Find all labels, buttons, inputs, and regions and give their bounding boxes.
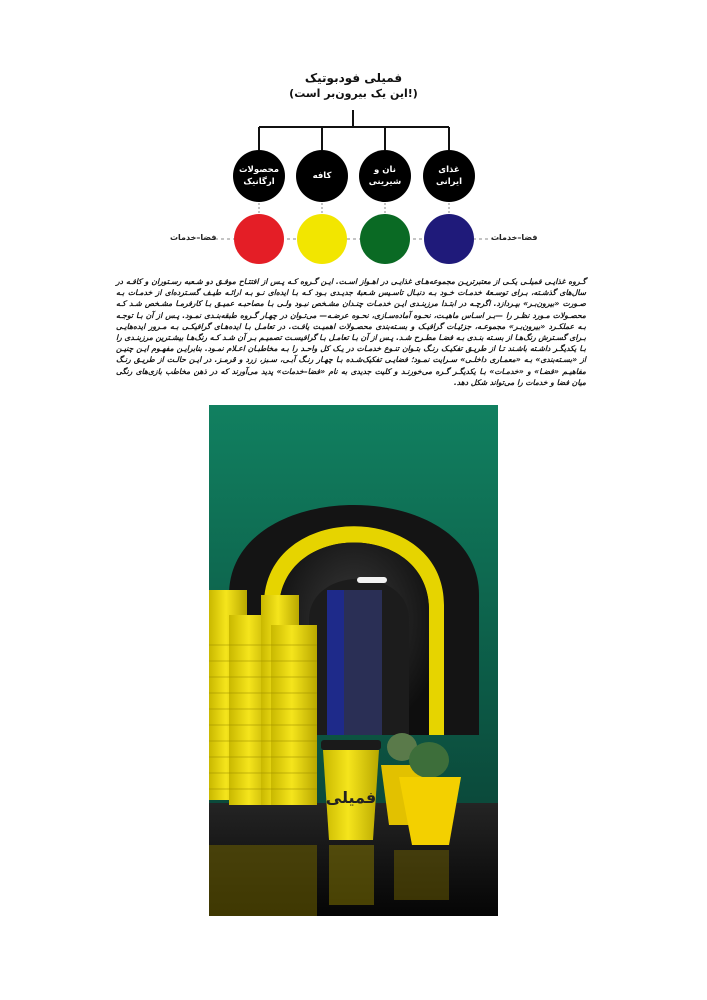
category-label-1-line2: ارگانیک <box>243 177 275 187</box>
blue-room-shadow <box>344 590 382 735</box>
category-label-4 <box>419 164 479 188</box>
interior-photo <box>209 405 498 916</box>
color-dot-green <box>360 214 410 264</box>
cup-reflection <box>209 845 317 916</box>
pot-reflection <box>394 850 449 900</box>
category-label-3-line2: شیرینی <box>368 177 402 187</box>
coffee-cup-reflection <box>329 845 374 905</box>
side-label-right: فضا–خدمات <box>491 233 538 242</box>
cup-stack-4 <box>271 625 317 805</box>
cup-logo: فمیلی <box>325 788 377 807</box>
color-dot-yellow <box>297 214 347 264</box>
category-label-2 <box>292 170 352 182</box>
services-diagram <box>0 0 707 270</box>
category-label-4-line2: ایرانی <box>435 177 463 187</box>
category-label-4-line1: غذای <box>438 165 460 175</box>
category-label-3 <box>355 164 415 188</box>
category-label-2-line1: کافه <box>312 171 332 181</box>
interior-photo-illustration <box>209 405 498 916</box>
color-dot-red <box>234 214 284 264</box>
cactus-front <box>409 742 449 778</box>
coffee-cup <box>321 740 381 840</box>
category-label-1 <box>229 164 289 188</box>
side-label-left: فضا–خدمات <box>170 233 217 242</box>
category-label-3-line1: نان و <box>374 165 396 175</box>
page-subtitle: (این یک بیرون‌بر است!) <box>289 87 418 100</box>
page-title: فمیلی فودبوتیک <box>304 71 403 85</box>
ceiling-light <box>357 577 387 583</box>
cup-lid <box>321 740 381 750</box>
color-dot-blue <box>424 214 474 264</box>
category-label-1-line1: محصولات <box>239 165 279 175</box>
body-paragraph: گـروه غذایـی فمیلـی یکـی از معتبرتریـن مجموعه‌هـای غذایـی در اهـواز اسـت. ایـن گـروه کـه پـس از افتتـاح موفـق دو شـعبه رسـتوران و کافـه در سال‌های گذشـته، بـرای توسـعهٔ خدمـات خـود بـه دنبـال تاسـیس شـعبهٔ جدیـدی بـود کـه بـا ایده‌ای نـو بـه ارائـه طیـف گسـترده‌ای از خدمـات بـه صـورت «بیرون‌بـر» بپـردازد. اگرچـه در ابتـدا مرزبنـدی ایـن خدمـات چنـدان مشـخص نبـود ولـی بـا مصاحبـه عمیـق بـا کارفرمـا مشـخص شـد کـه محصـولات مـورد نظـر را —بـر اسـاس ماهیـت، نحـوه آماده‌سـازی، نحـوه عرضـه— می‌تـوان در چهـار گـروه طبقه‌بنـدی نمـود. پـس از آن بـا توجـه بـه عملکـرد «بیرون‌بـر» مجموعـه، جزئیـات گرافیـک و بسـته‌بندی محصـولات اهمیـت یافـت. در تعامـل بـا ایده‌هـای گرافیکـی بـه مـرور ایده‌هایـی بـرای گسـترش رنگ‌هـا از بسـته بنـدی بـه فضـا مطـرح شـد. پـس از آن بـا تعامـل بـا گرافیسـت تصمیـم بـر آن شـد کـه رنگ‌هـا بیشـترین مرزبنـدی را بـا یکدیگـر داشـته باشـند تـا از طریـق تفکیـک رنـگ بتـوان تنـوع خدمـات در یـک کل واحـد را بـه مخاطبـان اعـلام نمـود. بنابرایـن مفهـوم ایـن چنیـن از «بسـته‌بندی» بـه «معمـاری داخلـی» سـرایت نمـود؛ فضایـی تفکیک‌شـده بـا چهـار رنـگ آبـی، سـبز، زرد و قرمـز. در ایـن حالـت از طریـق رنـگ مفاهیـم «فضـا» و «خدمـات» بـا یکدیگـر گـره می‌خورنـد و کلیت جدیدی به نام «فضا–خدمات» پدید می‌آورند که در ذهن مخاطب بازی‌های رنگی میان فضا و خدمات را می‌تواند شکل دهد. <box>116 277 586 387</box>
